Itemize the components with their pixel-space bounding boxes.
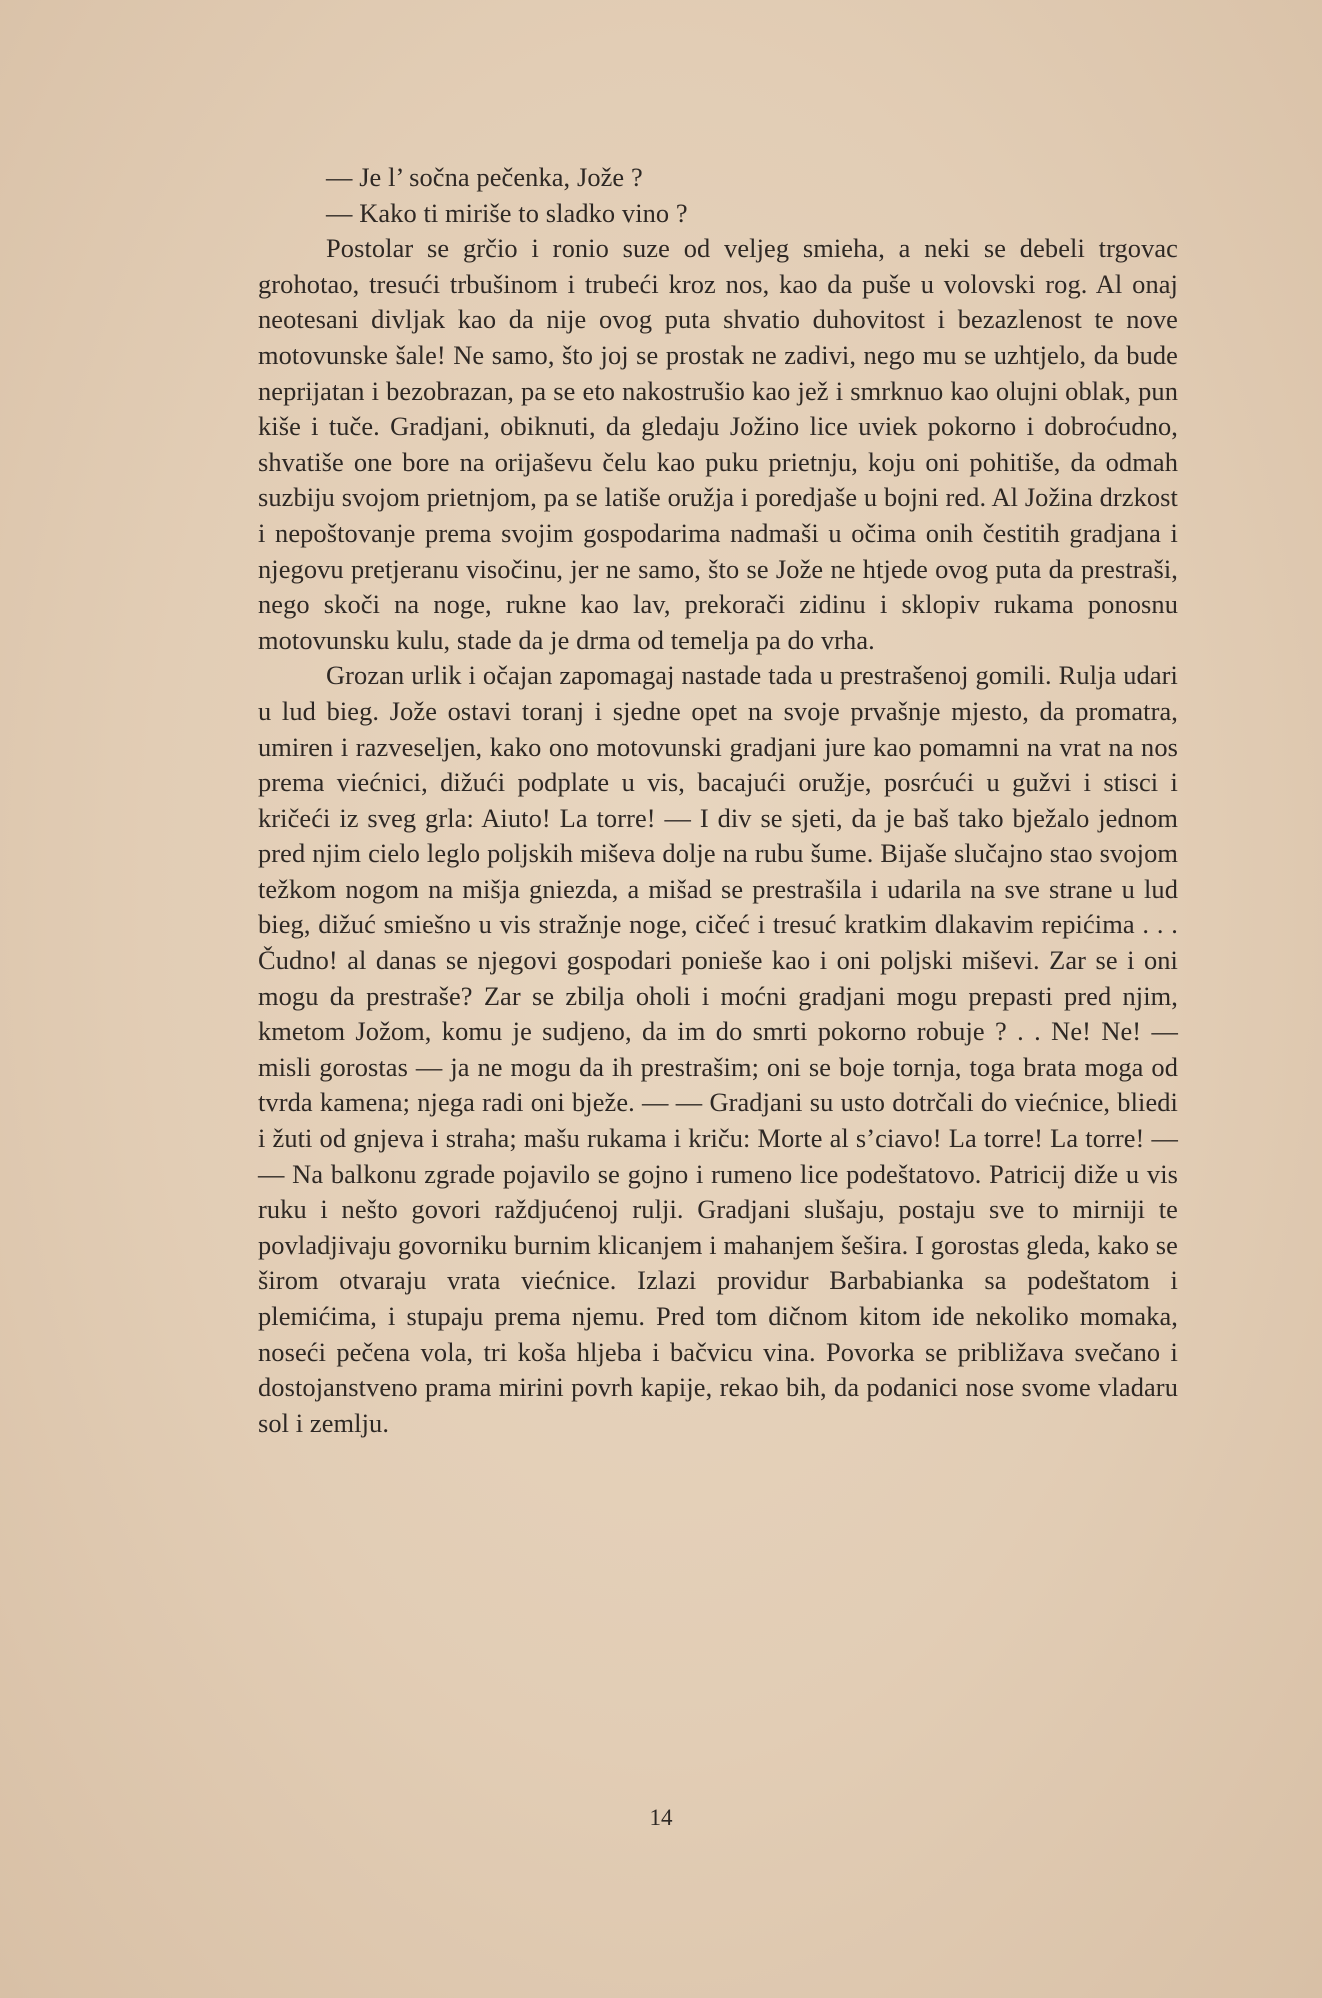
dialogue-line: — Je l’ sočna pečenka, Jože ? [326,162,643,192]
paragraph: Postolar se grčio i ronio suze od veljeg smieha, a neki se debeli trgovac grohotao, tresući trbušinom i trubeći kroz nos, kao da puše u volovski rog. Al onaj neotesani divljak kao da nije ovog puta shvatio duhovitost i bezazlenost te nove motovunske šale! Ne samo, što joj se prostak ne zadivi, nego mu se uzhtjelo, da bude neprijatan i bezobrazan, pa se eto nakostrušio kao jež i smrknuo kao olujni oblak, pun kiše i tuče. Gradjani, obiknuti, da gledaju Jožino lice uviek pokorno i dobroćudno, shvatiše one bore na orijaševu čelu kao puku prietnju, koju oni pohitiše, da odmah suzbiju svojom prietnjom, pa se latiše oružja i poredjaše u bojni red. Al Jožina drzkost i nepoštovanje prema svojim gospodarima nadmaši u očima onih čestitih gradjana i njegovu pretjeranu visočinu, jer ne samo, što se Jože ne htjede ovog puta da prestraši, nego skoči na noge, rukne kao lav, prekorači zidinu i sklopiv rukama ponosnu motovunsku kulu, stade da je drma od temelja pa do vrha. [258,233,1178,655]
paragraph: Grozan urlik i očajan zapomagaj nastade tada u prestrašenoj gomili. Rulja udari u lud bieg. Jože ostavi toranj i sjedne opet na svoje prvašnje mjesto, da promatra, umiren i razveseljen, kako ono motovunski gradjani jure kao pomamni na vrat na nos prema viećnici, dižući podplate u vis, bacajući oružje, posrćući u gužvi i stisci i kričeći iz sveg grla: Aiuto! La torre! — I div se sjeti, da je baš tako bježalo jednom pred njim cielo leglo poljskih miševa dolje na rubu šume. Bijaše slučajno stao svojom težkom nogom na mišja gniezda, a mišad se prestrašila i udarila na sve strane u lud bieg, dižuć smiešno u vis stražnje noge, cičeć i tresuć kratkim dlakavim repićima . . . Čudno! al danas se njegovi gospodari ponieše kao i oni poljski miševi. Zar se i oni mogu da prestraše? Zar se zbilja oholi i moćni gradjani mogu prepasti pred njim, kmetom Jožom, komu je sudjeno, da im do smrti pokorno robuje ? . . Ne! Ne! — misli gorostas — ja ne mogu da ih prestrašim; oni se boje tornja, toga brata moga od tvrda kamena; njega radi oni bježe. — — Gradjani su usto dotrčali do viećnice, bliedi i žuti od gnjeva i straha; mašu rukama i kriču: Morte al s’ciavo! La torre! La torre! — — Na balkonu zgrade pojavilo se gojno i rumeno lice podeštatovo. Patricij diže u vis ruku i nešto govori raždjućenoj rulji. Gradjani slušaju, postaju sve to mirniji te povladjivaju govorniku burnim klicanjem i mahanjem šešira. I gorostas gleda, kako se širom otvaraju vrata viećnice. Izlazi providur Barbabianka sa podeštatom i plemićima, i stupaju prema njemu. Pred tom dičnom kitom ide nekoliko momaka, noseći pečena vola, tri koša hljeba i bačvicu vina. Povorka se približava svečano i dostojanstveno prama mirini povrh kapije, rekao bih, da podanici nose svome vladaru sol i zemlju. [258,660,1178,1438]
dialogue-line: — Kako ti miriše to sladko vino ? [326,197,688,228]
body-text [258,160,1178,1441]
page-number: 14 [649,1805,673,1830]
